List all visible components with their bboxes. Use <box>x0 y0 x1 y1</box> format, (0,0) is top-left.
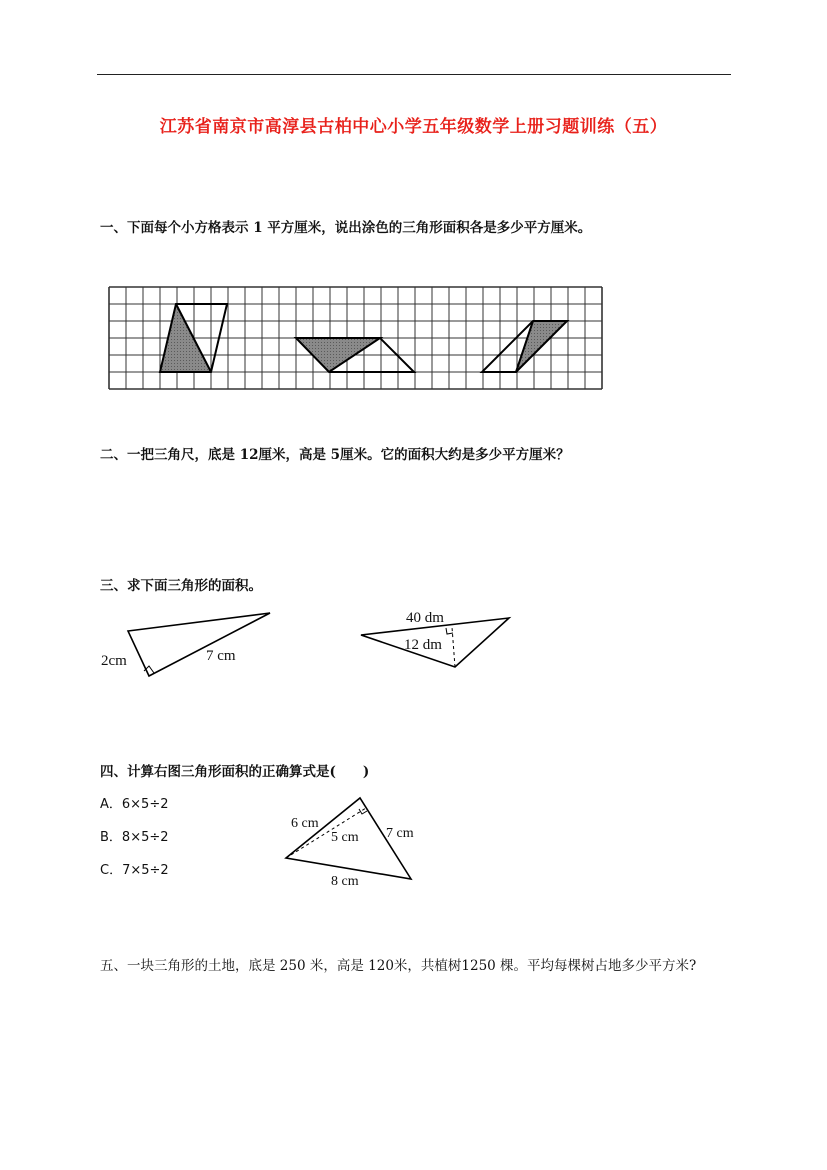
base-8cm-label: 8 cm <box>331 874 359 889</box>
side-7cm-label: 7 cm <box>386 826 414 841</box>
option-b: B．8×5÷2 <box>100 830 169 845</box>
height-5cm-label: 5 cm <box>331 830 359 845</box>
question-1: 一、下面每个小方格表示 1 平方厘米，说出涂色的三角形面积各是多少平方厘米。 <box>100 220 592 236</box>
option-a: A．6×5÷2 <box>100 797 169 812</box>
leg-label: 2cm <box>101 653 127 669</box>
question-3: 三、求下面三角形的面积。 <box>100 578 262 594</box>
side-6cm-label: 6 cm <box>291 816 319 831</box>
hypotenuse-label: 7 cm <box>206 648 236 664</box>
page-title: 江苏省南京市高淳县古柏中心小学五年级数学上册习题训练（五） <box>159 117 668 137</box>
option-c: C．7×5÷2 <box>100 863 169 878</box>
base-label: 40 dm <box>406 610 444 626</box>
question-2: 二、一把三角尺，底是 12厘米，高是 5厘米。它的面积大约是多少平方厘米？ <box>100 447 570 463</box>
question-4: 四、计算右图三角形面积的正确算式是( ) <box>100 764 370 780</box>
question-5: 五、一块三角形的土地，底是 250 米，高是 120米，共植树1250 棵。平均每棵树占地多少平方米? <box>100 958 697 974</box>
height-label: 12 dm <box>404 637 442 653</box>
